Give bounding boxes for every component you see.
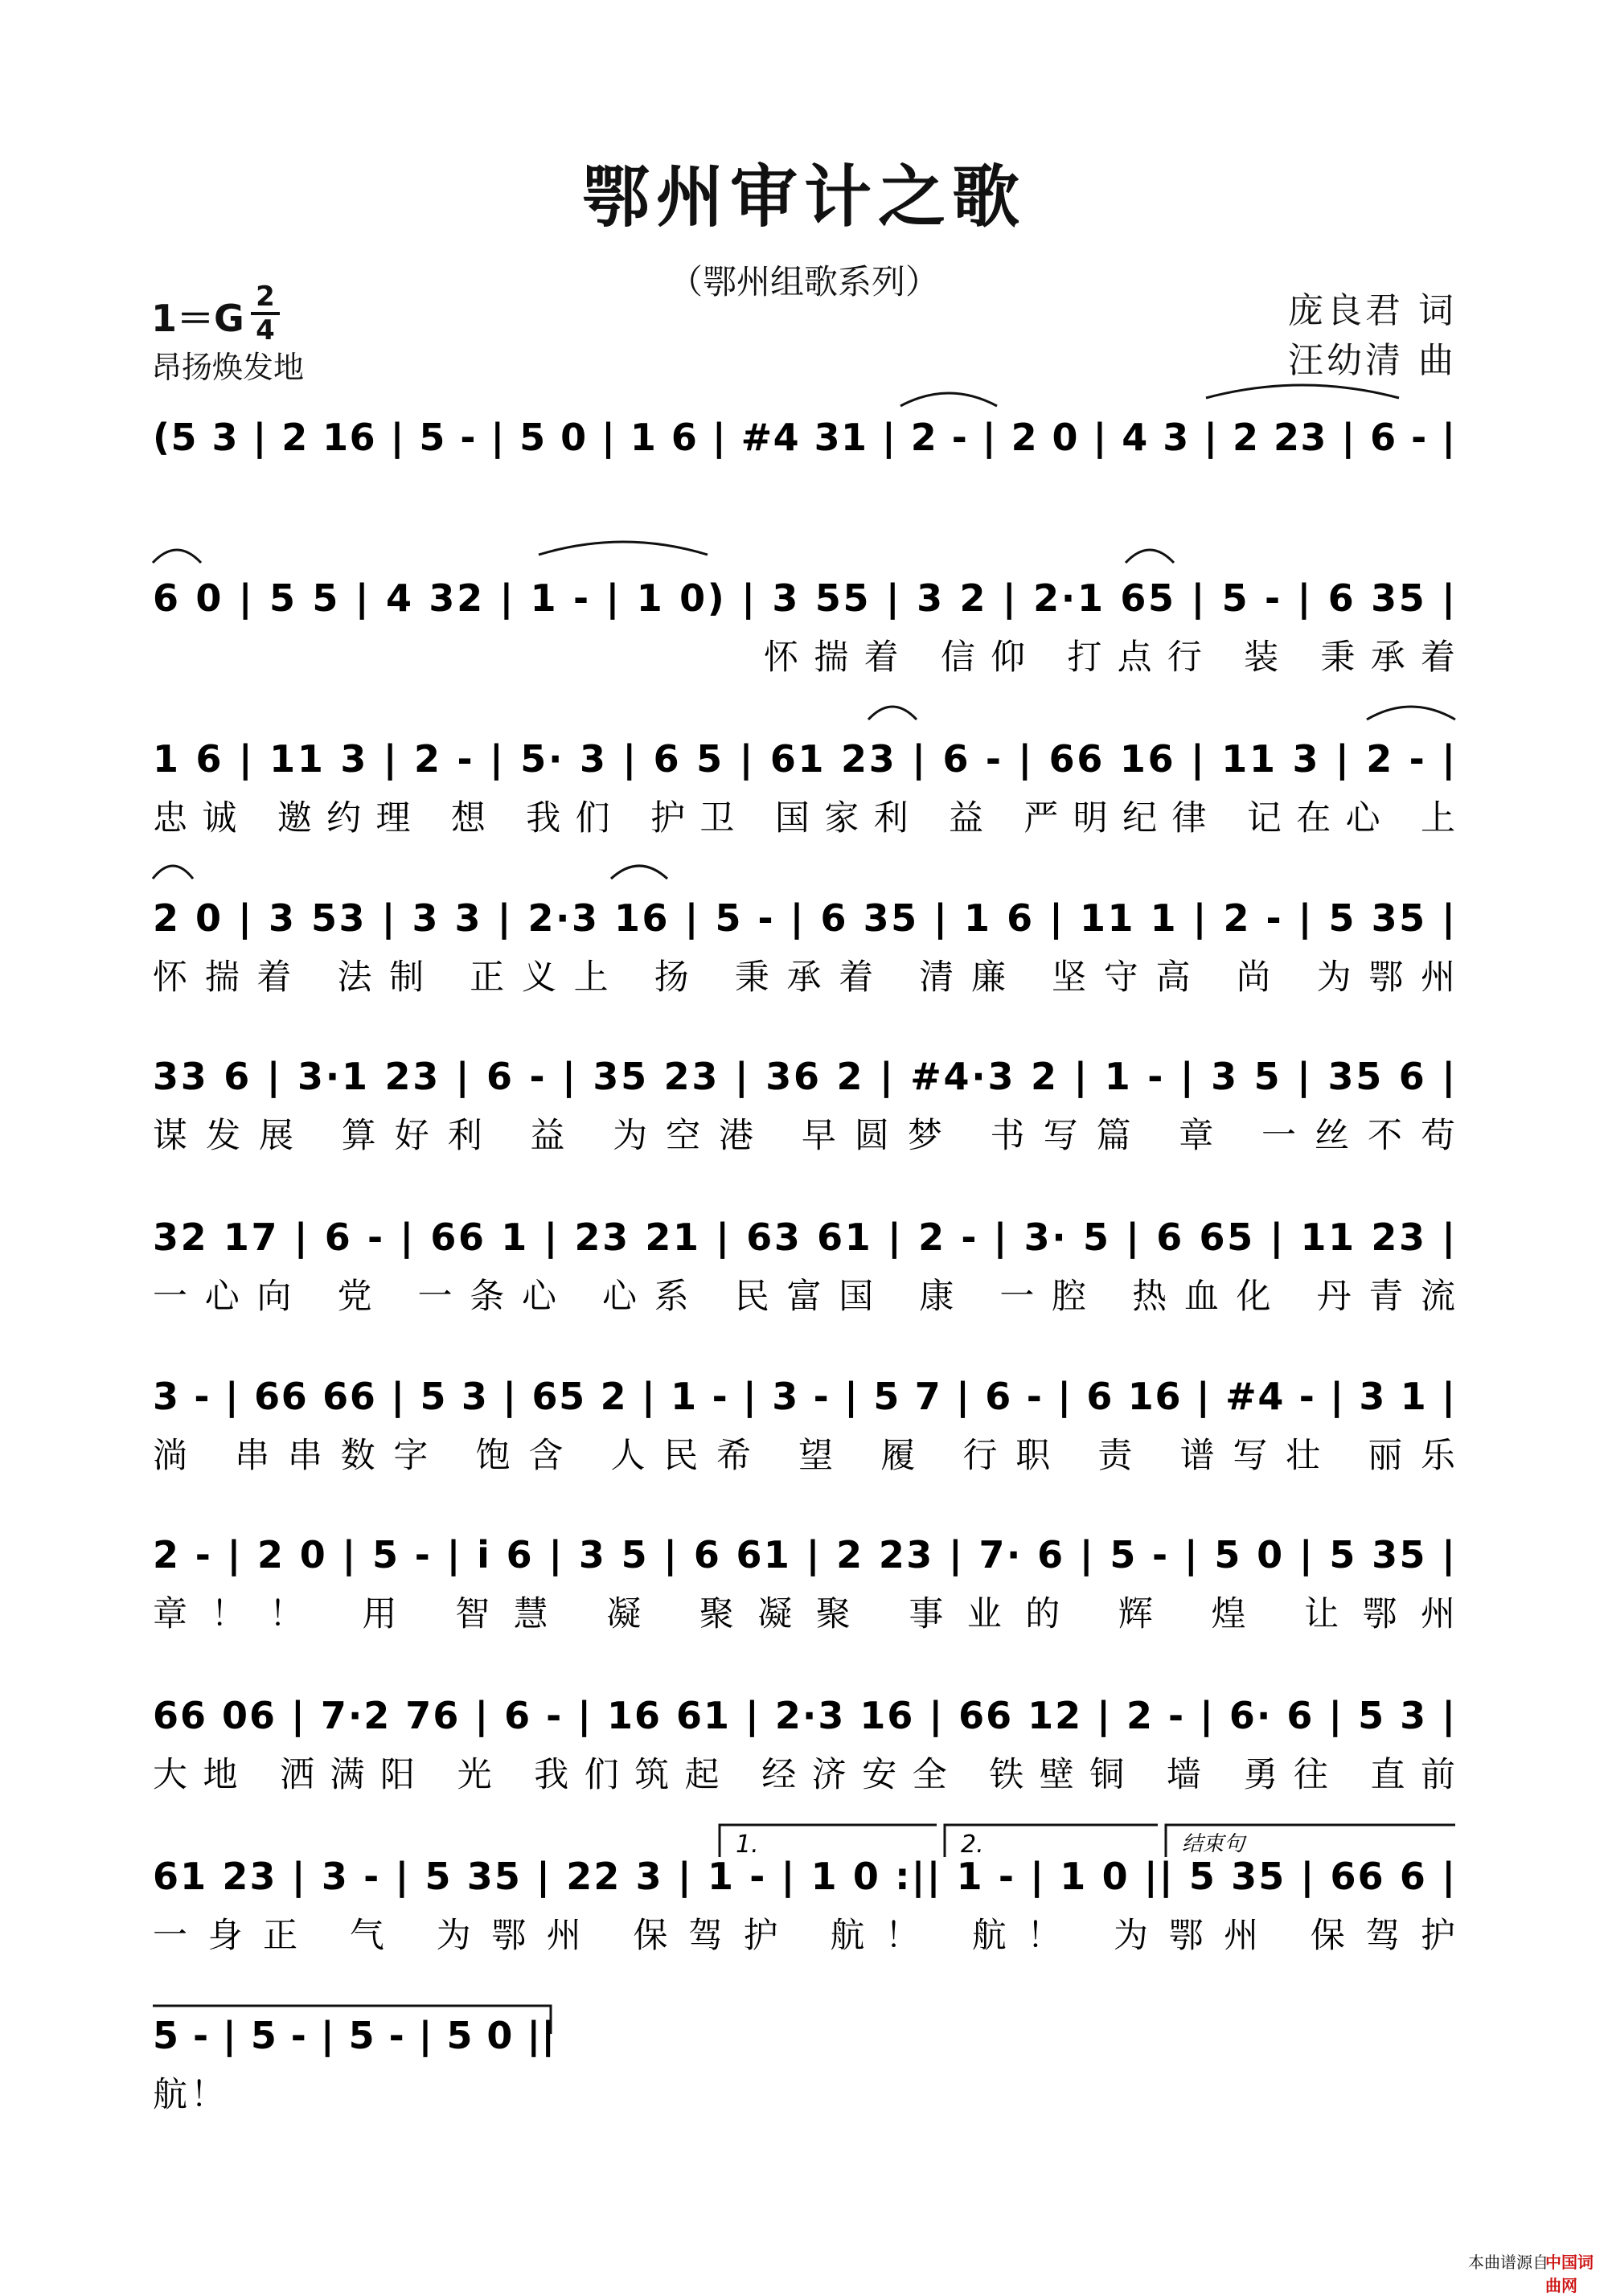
lyrics-line: 航！ xyxy=(153,2075,225,2115)
score-row xyxy=(153,1216,1455,1317)
notation-line: 3 - | 66 66 | 5 3 | 65 2 | 1 - | 3 - | 5 7 | 6 - | 6 16 | #4 - | 3 1 | xyxy=(153,1375,1455,1418)
score-row xyxy=(153,1694,1455,1795)
slur-mark xyxy=(1206,385,1399,398)
score-row xyxy=(153,576,1455,678)
song-subtitle: （鄂州组歌系列） xyxy=(668,262,939,301)
time-signature-top: 2 xyxy=(256,281,275,313)
notation-line: 66 06 | 7·2 76 | 6 - | 16 61 | 2·3 16 | 66 12 | 2 - | 6· 6 | 5 3 | xyxy=(153,1694,1455,1737)
slur-mark xyxy=(868,707,917,720)
footer-site-name: 中国词曲网 xyxy=(1545,2253,1594,2295)
composer-credit: 汪幼清 曲 xyxy=(1288,340,1457,381)
score-row xyxy=(153,1855,1455,1956)
slur-mark xyxy=(900,393,997,406)
notation-line: (5 3 | 2 16 | 5 - | 5 0 | 1 6 | #4 31 | 2 - | 2 0 | 4 3 | 2 23 | 6 - | xyxy=(153,416,1455,459)
notation-line: 1 6 | 11 3 | 2 - | 5· 3 | 6 5 | 61 23 | 6 - | 66 16 | 11 3 | 2 - | xyxy=(153,737,1455,781)
score-row xyxy=(153,737,1455,838)
notation-line: 5 - | 5 - | 5 - | 5 0 || xyxy=(153,2014,555,2057)
notation-line: 61 23 | 3 - | 5 35 | 22 3 | 1 - | 1 0 :|| 1 - | 1 0 || 5 35 | 66 6 | xyxy=(153,1855,1455,1898)
key-signature: 1＝G xyxy=(151,297,244,340)
score-row xyxy=(153,2014,555,2115)
volta-1-label: 1. xyxy=(736,1831,759,1859)
time-signature-bottom: 4 xyxy=(256,314,275,346)
lyrics-line: 忠诚 邀约理 想 我们 护卫 国家利 益 严明纪律 记在心 上 xyxy=(153,798,1456,838)
song-title: 鄂州审计之歌 xyxy=(581,157,1026,236)
lyrics-line: 淌 串串数字 饱含 人民希 望 履 行职 责 谱写壮 丽乐 xyxy=(153,1436,1455,1476)
notation-line: 6 0 | 5 5 | 4 32 | 1 - | 1 0) | 3 55 | 3 2 | 2·1 65 | 5 - | 6 35 | xyxy=(153,576,1455,620)
score-row xyxy=(153,1375,1456,1476)
coda-label: 结束句 xyxy=(1182,1832,1245,1856)
lyrics-line: 谋发展 算好利 益 为空港 早圆梦 书写篇 章 一丝不苟 xyxy=(153,1116,1455,1156)
notation-line: 2 - | 2 0 | 5 - | i 6 | 3 5 | 6 61 | 2 23 | 7· 6 | 5 - | 5 0 | 5 35 | xyxy=(153,1533,1455,1576)
slur-mark xyxy=(611,866,667,879)
slur-mark xyxy=(539,542,708,555)
score-row xyxy=(153,1533,1455,1634)
score-row xyxy=(153,1055,1455,1156)
score-row xyxy=(153,896,1455,998)
lyricist-credit: 庞良君 词 xyxy=(1288,290,1457,331)
lyrics-line: 一身正 气 为鄂州 保驾护 航！ 航！ 为鄂州 保驾护 xyxy=(153,1916,1455,1956)
notation-line: 2 0 | 3 53 | 3 3 | 2·3 16 | 5 - | 6 35 | 1 6 | 11 1 | 2 - | 5 35 | xyxy=(153,896,1455,940)
lyrics-line: 大地 洒满阳 光 我们筑起 经济安全 铁壁铜 墙 勇往 直前 xyxy=(153,1755,1455,1795)
footer-source-label: 本曲谱源自 xyxy=(1468,2253,1549,2272)
notation-line: 33 6 | 3·1 23 | 6 - | 35 23 | 36 2 | #4·3 2 | 1 - | 3 5 | 35 6 | xyxy=(153,1055,1455,1098)
lyrics-line: 章！！ 用 智慧 凝 聚凝聚 事业的 辉 煌 让鄂州 xyxy=(153,1594,1456,1634)
volta-2-label: 2. xyxy=(961,1831,984,1859)
tempo-marking: 昂扬焕发地 xyxy=(151,350,305,385)
slur-mark xyxy=(1126,550,1174,563)
lyrics-line: 一心向 党 一条心 心系 民富国 康 一腔 热血化 丹青流 xyxy=(153,1277,1455,1317)
notation-line: 32 17 | 6 - | 66 1 | 23 21 | 63 61 | 2 - | 3· 5 | 6 65 | 11 23 | xyxy=(153,1216,1455,1259)
score-row xyxy=(153,416,1455,460)
slur-mark xyxy=(153,866,193,879)
lyrics-line: 怀揣着 法制 正义上 扬 秉承着 清廉 坚守高 尚 为鄂州 xyxy=(153,957,1455,998)
slur-mark xyxy=(153,550,201,563)
slur-mark xyxy=(1367,707,1455,720)
score-rows xyxy=(153,416,1456,2115)
lyrics-line: 怀揣着 信仰 打点行 装 秉承着 xyxy=(764,638,1455,678)
